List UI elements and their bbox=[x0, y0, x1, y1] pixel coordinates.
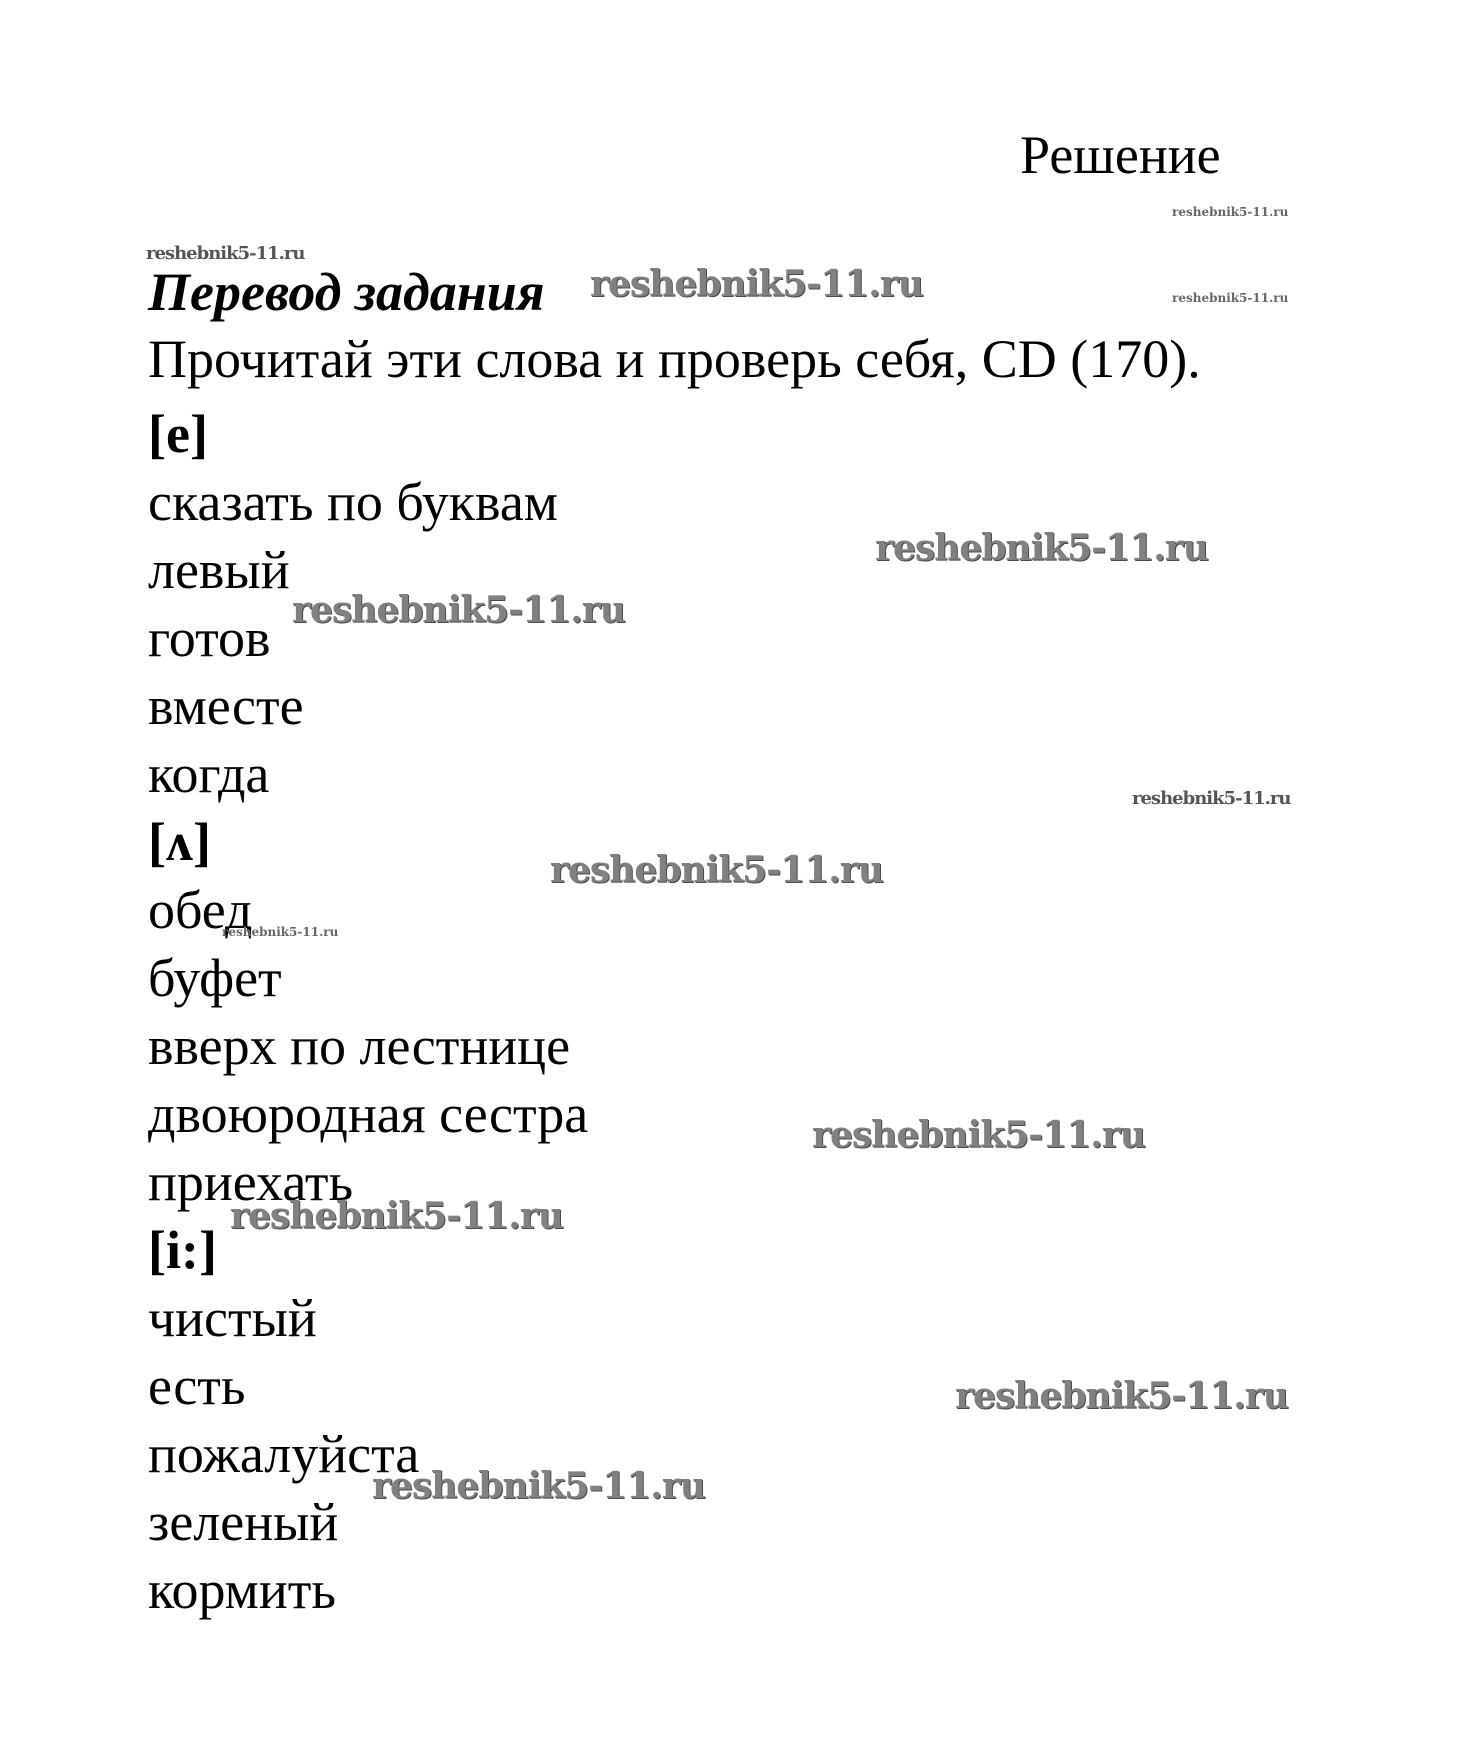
watermark: reshebnik5-11.ru bbox=[292, 589, 625, 631]
watermark: reshebnik5-11.ru bbox=[1172, 291, 1289, 305]
list-item: зеленый bbox=[148, 1492, 339, 1552]
sound-header: [i:] bbox=[148, 1220, 217, 1280]
watermark: reshebnik5-11.ru bbox=[812, 1114, 1145, 1156]
list-item: когда bbox=[148, 744, 270, 804]
watermark: reshebnik5-11.ru bbox=[146, 243, 305, 264]
list-item: двоюродная сестра bbox=[148, 1084, 589, 1144]
watermark: reshebnik5-11.ru bbox=[1132, 788, 1291, 809]
watermark: reshebnik5-11.ru bbox=[875, 527, 1208, 569]
watermark: reshebnik5-11.ru bbox=[230, 1195, 563, 1237]
list-item: чистый bbox=[148, 1288, 317, 1348]
task-instruction: Прочитай эти слова и проверь себя, CD (170). bbox=[148, 329, 1201, 389]
watermark: reshebnik5-11.ru bbox=[955, 1375, 1288, 1417]
task-heading: Перевод задания bbox=[148, 262, 545, 322]
list-item: приехать bbox=[148, 1152, 354, 1212]
list-item: сказать по буквам bbox=[148, 472, 558, 532]
watermark: reshebnik5-11.ru bbox=[1172, 205, 1289, 219]
list-item: готов bbox=[148, 608, 271, 668]
list-item: обед bbox=[148, 880, 253, 940]
sound-header: [e] bbox=[148, 404, 208, 464]
solution-title: Решение bbox=[1020, 125, 1221, 185]
watermark: reshebnik5-11.ru bbox=[222, 925, 339, 939]
list-item: левый bbox=[148, 540, 290, 600]
list-item: вместе bbox=[148, 676, 304, 736]
list-item: пожалуйста bbox=[148, 1424, 420, 1484]
list-item: вверх по лестнице bbox=[148, 1016, 571, 1076]
list-item: есть bbox=[148, 1356, 246, 1416]
list-item: кормить bbox=[148, 1560, 336, 1620]
watermark: reshebnik5-11.ru bbox=[550, 849, 883, 891]
list-item: буфет bbox=[148, 948, 282, 1008]
word-list bbox=[148, 400, 588, 1624]
watermark: reshebnik5-11.ru bbox=[372, 1465, 705, 1507]
sound-header: [ʌ] bbox=[148, 812, 211, 872]
watermark: reshebnik5-11.ru bbox=[590, 263, 923, 305]
